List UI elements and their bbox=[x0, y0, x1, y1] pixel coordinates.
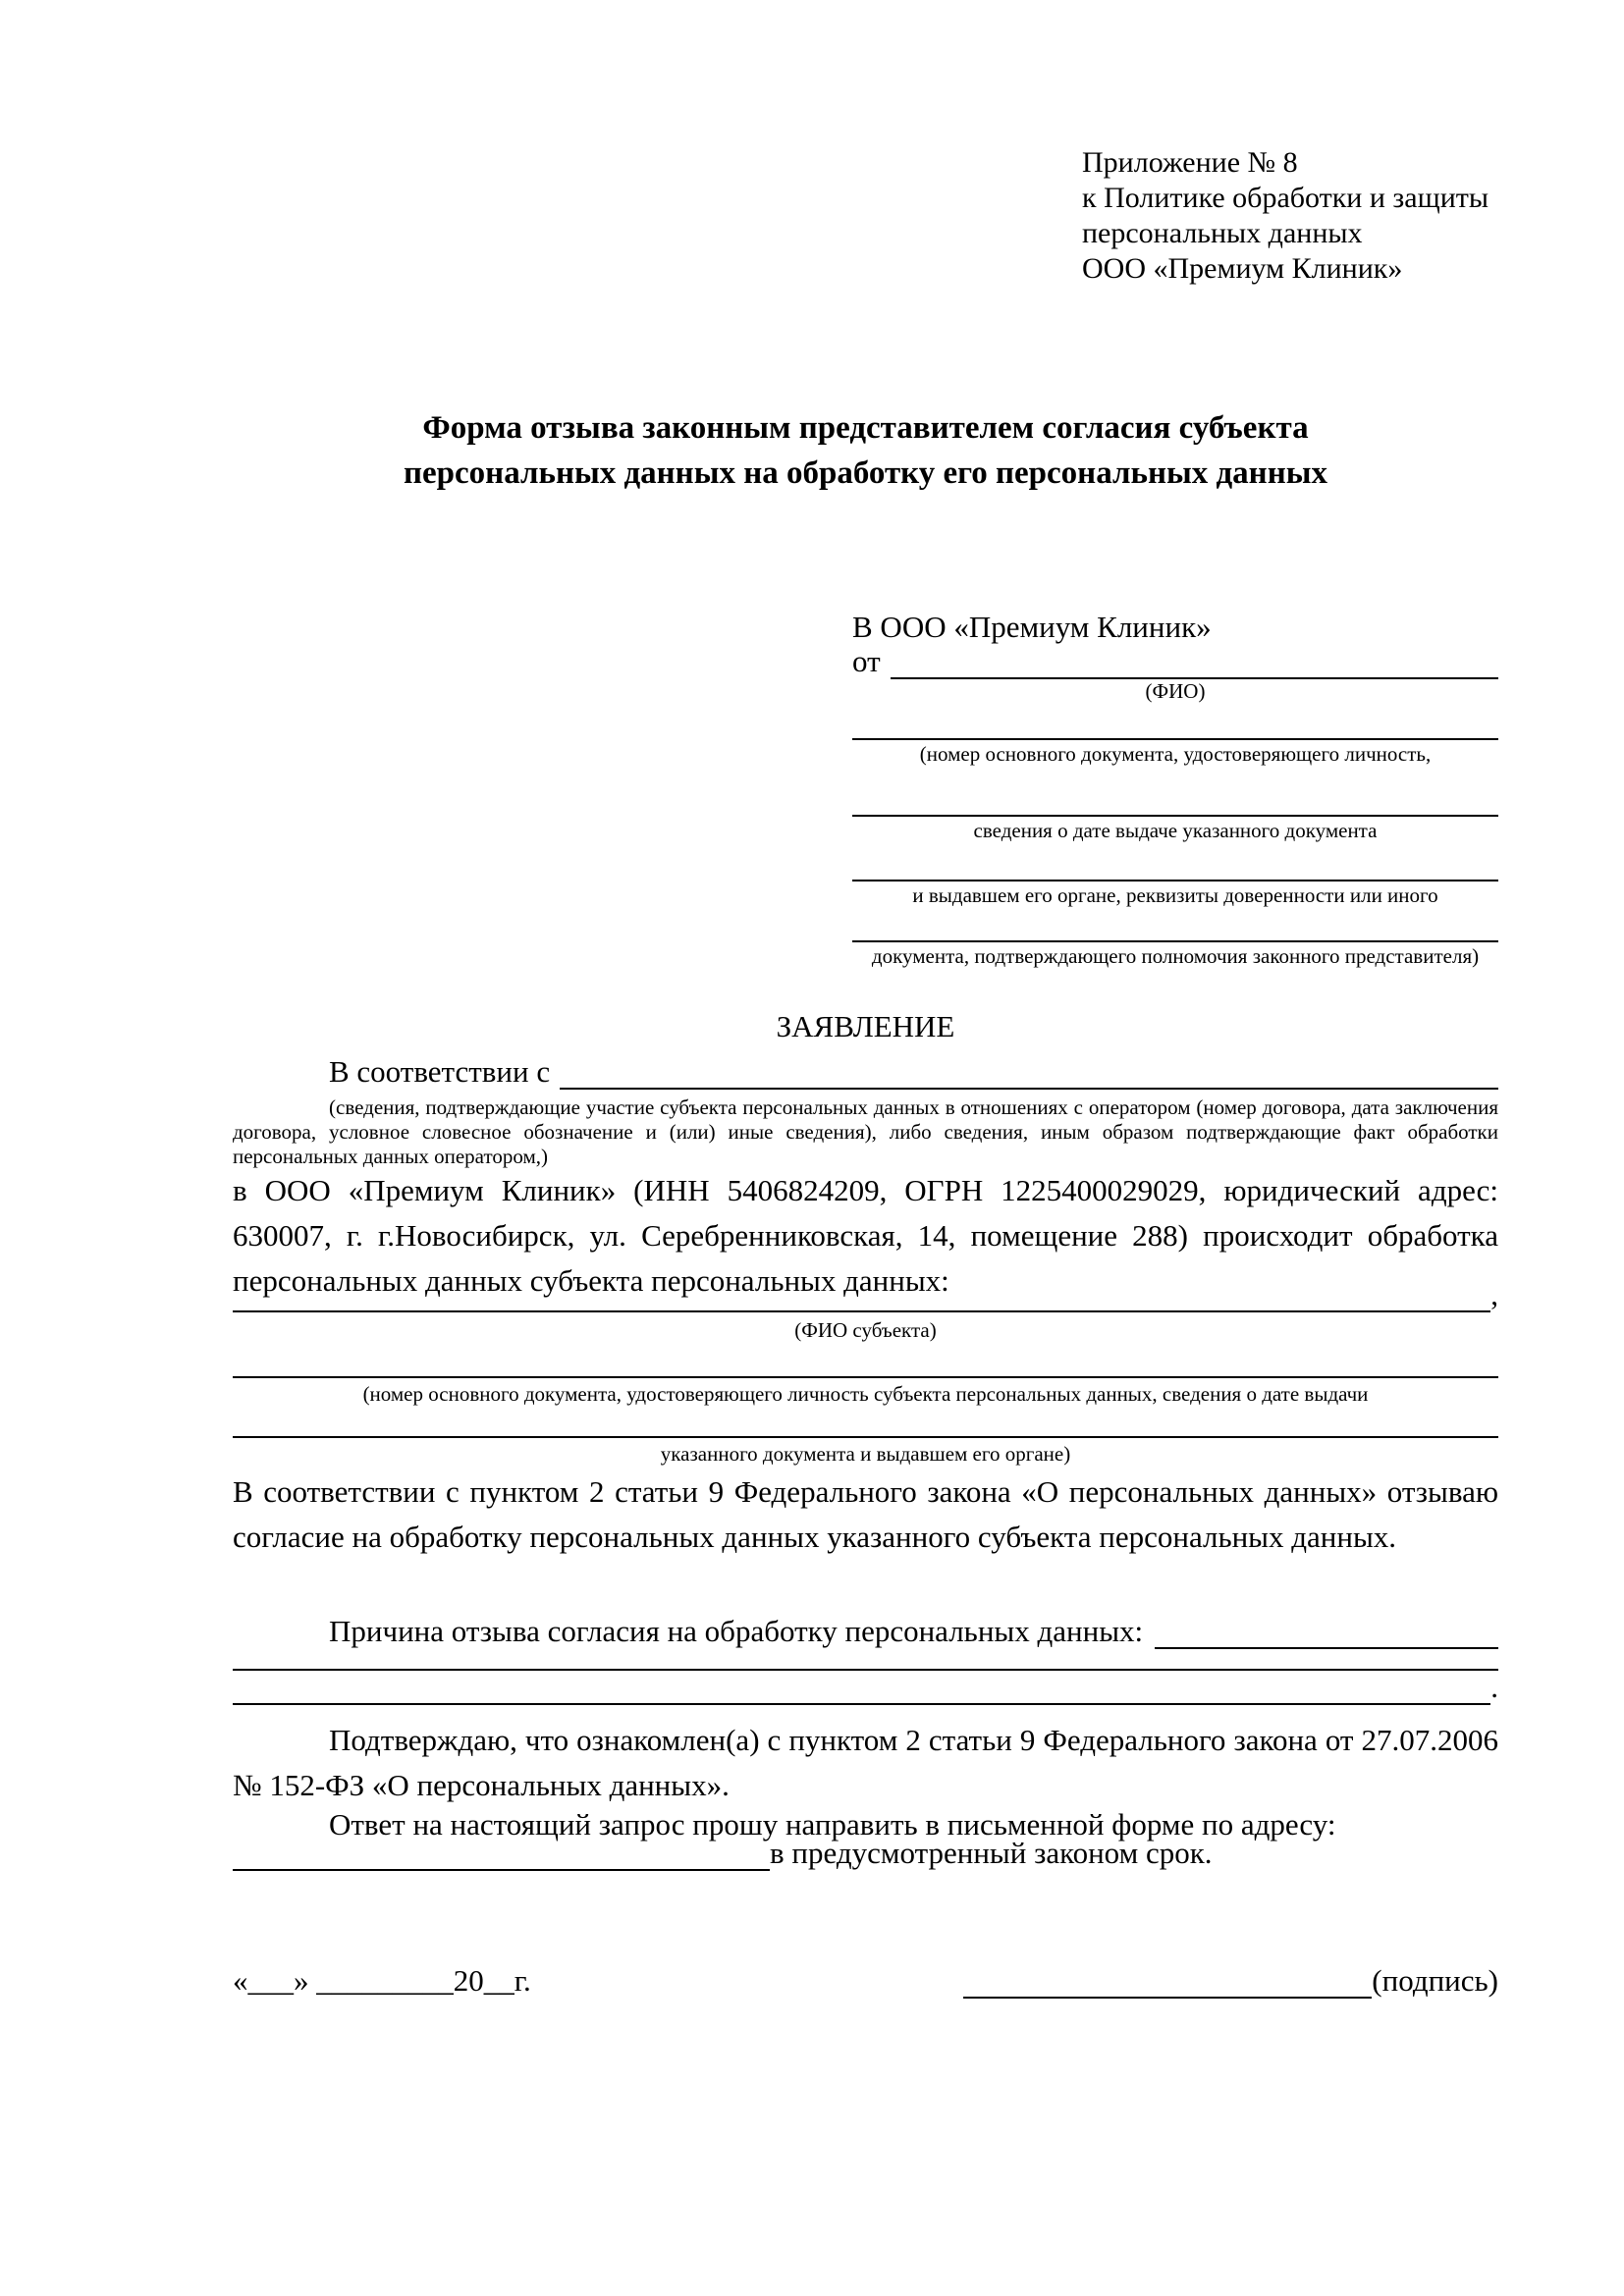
confirm-paragraph: Подтверждаю, что ознакомлен(а) с пунктом 2 статьи 9 Федерального закона от 27.07.2006 № 152-ФЗ «О персональных данных». bbox=[233, 1723, 1498, 1802]
reply-paragraph: Ответ на настоящий запрос прошу направить в письменной форме по адресу: bbox=[329, 1807, 1336, 1842]
reply-address-blank bbox=[233, 1836, 770, 1871]
signature-group bbox=[963, 1963, 1498, 1999]
footer-row bbox=[233, 1961, 1498, 1999]
reason-blank-line-2 bbox=[233, 1670, 1498, 1705]
addressee-organization: В ООО «Премиум Клиник» bbox=[852, 610, 1212, 644]
appendix-header bbox=[1082, 145, 1489, 287]
appendix-header-line: к Политике обработки и защиты bbox=[1082, 182, 1489, 214]
representative-authority-blank bbox=[852, 907, 1498, 942]
appendix-header-line: ООО «Премиум Клиник» bbox=[1082, 252, 1403, 285]
subject-doc-caption-2: указанного документа и выдавшем его органе) bbox=[660, 1442, 1071, 1466]
doc-issuer-blank bbox=[852, 842, 1498, 881]
representative-authority-caption: документа, подтверждающего полномочия законного представителя) bbox=[871, 944, 1480, 968]
reason-blank-line-2-rule bbox=[233, 1703, 1490, 1705]
basis-label: В соответствии с bbox=[329, 1054, 551, 1089]
doc-issuer-caption: и выдавшем его органе, реквизиты доверенности или иного bbox=[912, 883, 1438, 907]
reply-address-row bbox=[233, 1838, 1498, 1871]
basis-note: (сведения, подтверждающие участие субъекта персональных данных в отношениях с оператором (номер договора, дата заключения договора, условное словесное обозначение и (или) иные сведения), либо сведения, иным образом подтверждающие факт обработки персональных данных оператором,) bbox=[233, 1095, 1498, 1168]
from-label: от bbox=[852, 644, 881, 678]
basis-blank bbox=[560, 1088, 1498, 1090]
fio-caption: (ФИО) bbox=[1145, 679, 1206, 703]
date-line: «___» _________20__г. bbox=[233, 1963, 531, 1998]
withdraw-paragraph: В соответствии с пунктом 2 статьи 9 Федерального закона «О персональных данных» отзываю согласие на обработку персональных данных указанного субъекта персональных данных. bbox=[233, 1474, 1498, 1554]
doc-issue-date-blank bbox=[852, 766, 1498, 817]
reason-label: Причина отзыва согласия на обработку персональных данных: bbox=[329, 1614, 1144, 1648]
trailing-comma: , bbox=[1490, 1277, 1498, 1311]
subject-doc-caption-1: (номер основного документа, удостоверяющего личность субъекта персональных данных, сведения о дате выдачи bbox=[362, 1382, 1369, 1406]
reply-tail: в предусмотренный законом срок. bbox=[770, 1836, 1213, 1870]
document-title-line2: персональных данных на обработку его персональных данных bbox=[404, 455, 1327, 491]
subject-fio-row bbox=[233, 1277, 1498, 1312]
from-row bbox=[852, 644, 1498, 679]
operator-paragraph: в ООО «Премиум Клиник» (ИНН 5406824209, ОГРН 1225400029029, юридический адрес: 630007, г. г.Новосибирск, ул. Серебренниковская, 14, помещение 288) происходит обработка персональных данных субъекта персональных данных: bbox=[233, 1173, 1498, 1298]
subject-doc-blank-1 bbox=[233, 1347, 1498, 1378]
document-title-line1: Форма отзыва законным представителем согласия субъекта bbox=[422, 410, 1309, 446]
trailing-period: . bbox=[1490, 1670, 1498, 1704]
subject-doc-blank-2 bbox=[233, 1407, 1498, 1438]
signature-blank bbox=[963, 1967, 1372, 1999]
doc-issue-date-caption: сведения о дате выдаче указанного документа bbox=[973, 819, 1378, 842]
addressee-block bbox=[852, 609, 1498, 968]
basis-row bbox=[233, 1054, 1498, 1090]
appendix-header-line: Приложение № 8 bbox=[1082, 146, 1298, 179]
subject-fio-blank bbox=[233, 1310, 1490, 1312]
signature-caption: (подпись) bbox=[1372, 1963, 1498, 1998]
representative-doc-caption: (номер основного документа, удостоверяющего личность, bbox=[919, 742, 1432, 766]
representative-doc-number-blank bbox=[852, 703, 1498, 740]
appendix-header-line: персональных данных bbox=[1082, 217, 1363, 249]
subject-fio-caption: (ФИО субъекта) bbox=[794, 1318, 937, 1342]
reason-blank-line-1 bbox=[233, 1639, 1498, 1671]
document-title bbox=[233, 405, 1498, 496]
statement-heading: ЗАЯВЛЕНИЕ bbox=[776, 1009, 955, 1043]
